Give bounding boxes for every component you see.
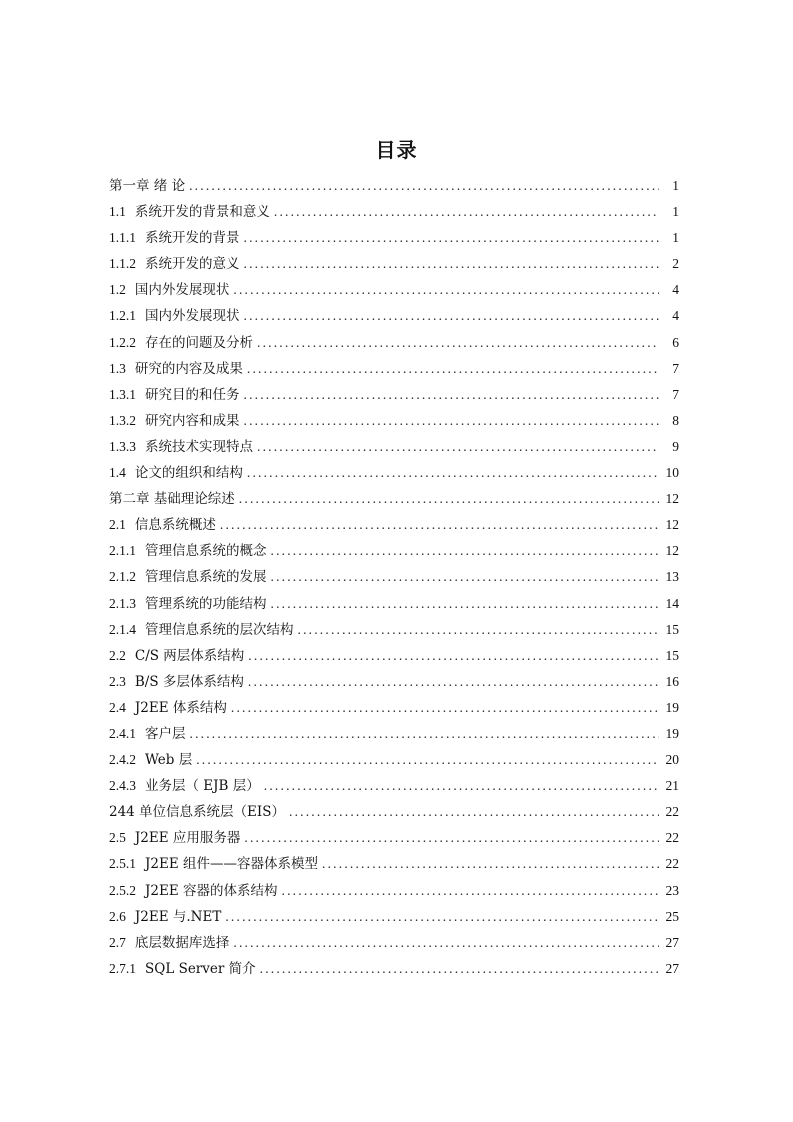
toc-dot-leader [282, 878, 659, 904]
toc-entry[interactable] [109, 643, 679, 669]
toc-entry-title: 研究的内容及成果 [134, 360, 243, 377]
toc-entry-number: 2.2 [109, 647, 126, 663]
toc-entry-title: 国内外发展现状 [134, 282, 230, 299]
toc-dot-leader [233, 930, 659, 956]
toc-entry-page: 4 [672, 282, 679, 298]
toc-entry-page: 10 [665, 465, 679, 481]
toc-entry[interactable] [109, 747, 679, 773]
toc-entry-title: 研究内容和成果 [145, 412, 240, 429]
toc-entry-number: 2.7 [109, 934, 126, 950]
toc-dot-leader [244, 825, 659, 851]
toc-dot-leader [239, 486, 659, 512]
toc-entry-page: 12 [665, 543, 679, 559]
toc-entry-number: 1.1.2 [109, 256, 136, 272]
toc-entry[interactable] [109, 512, 679, 538]
toc-entry-page: 16 [665, 673, 679, 689]
toc-entry-number: 2.6 [109, 908, 126, 924]
toc-entry-number: 2.5.2 [109, 882, 136, 898]
toc-entry-title: B/S 多层体系结构 [134, 673, 244, 690]
toc-entry-page: 27 [665, 960, 679, 976]
toc-entry-page: 1 [672, 230, 679, 246]
toc-entry-number: 2.1 [109, 517, 126, 533]
toc-entry[interactable] [109, 303, 679, 329]
toc-entry-page: 4 [672, 308, 679, 324]
toc-entry-number: 1.3 [109, 360, 126, 376]
toc-entry-page: 12 [665, 517, 679, 533]
toc-entry-number: 1.1 [109, 204, 126, 220]
toc-entry[interactable] [109, 695, 679, 721]
toc-entry[interactable] [109, 434, 679, 460]
toc-dot-leader [257, 434, 659, 460]
toc-entry[interactable] [109, 538, 679, 564]
toc-entry-title: J2EE 与.NET [134, 908, 222, 925]
toc-dot-leader [274, 199, 659, 225]
toc-dot-leader [248, 669, 659, 695]
toc-entry-title: 存在的问题及分析 [145, 334, 253, 351]
toc-dot-leader [190, 721, 660, 747]
toc-entry-page: 9 [672, 438, 679, 454]
toc-entry-page: 2 [672, 256, 679, 272]
toc-entry-page: 27 [665, 934, 679, 950]
toc-entry[interactable] [109, 408, 679, 434]
toc-dot-leader [264, 773, 659, 799]
toc-dot-leader [271, 564, 660, 590]
toc-entry[interactable] [109, 591, 679, 617]
toc-entry-page: 15 [665, 621, 679, 637]
toc-entry-page: 7 [672, 360, 679, 376]
toc-dot-leader [247, 460, 659, 486]
toc-entry-title: 系统开发的背景和意义 [134, 204, 270, 221]
toc-dot-leader [298, 617, 660, 643]
toc-list [109, 173, 679, 982]
toc-entry-number: 2.4.3 [109, 778, 136, 794]
toc-dot-leader [220, 512, 659, 538]
toc-entry-number: 1.2.2 [109, 334, 136, 350]
toc-entry-number: 2.5 [109, 830, 126, 846]
toc-entry-page: 6 [672, 334, 679, 350]
toc-entry-page: 19 [665, 725, 679, 741]
toc-dot-leader [196, 747, 659, 773]
toc-entry-title: 管理系统的功能结构 [145, 595, 267, 612]
toc-entry-title: J2EE 体系结构 [134, 699, 227, 716]
toc-entry-number: 2.5.1 [109, 856, 136, 872]
toc-entry[interactable] [109, 904, 679, 930]
toc-entry-page: 13 [665, 569, 679, 585]
toc-dot-leader [231, 695, 659, 721]
toc-entry[interactable] [109, 330, 679, 356]
toc-entry-page: 22 [665, 830, 679, 846]
toc-dot-leader [260, 956, 659, 982]
toc-dot-leader [247, 356, 659, 382]
toc-entry-number: 1.2.1 [109, 308, 136, 324]
toc-dot-leader [244, 382, 660, 408]
toc-entry-page: 1 [672, 178, 679, 193]
toc-entry-number: 1.2 [109, 282, 126, 298]
toc-entry-title: 管理信息系统的层次结构 [145, 621, 294, 638]
toc-entry-title: 信息系统概述 [134, 517, 216, 534]
toc-entry-page: 19 [665, 699, 679, 715]
toc-entry-number: 2.4.1 [109, 725, 136, 741]
toc-entry-page: 22 [665, 804, 679, 820]
toc-entry[interactable] [109, 799, 679, 825]
toc-entry-title: 系统开发的背景 [145, 230, 240, 247]
toc-entry-title: 业务层（ EJB 层） [145, 778, 260, 795]
toc-entry[interactable] [109, 669, 679, 695]
toc-entry-page: 1 [672, 204, 679, 220]
toc-entry-number: 2.1.3 [109, 595, 136, 611]
toc-entry-page: 20 [665, 752, 679, 768]
toc-entry[interactable] [109, 773, 679, 799]
toc-entry-number: 2.4.2 [109, 752, 136, 768]
toc-entry-number: 1.3.1 [109, 386, 136, 402]
toc-entry-number: 1.3.2 [109, 412, 136, 428]
toc-dot-leader [244, 251, 660, 277]
toc-entry-title: J2EE 组件——容器体系模型 [145, 856, 319, 873]
toc-dot-leader [225, 904, 659, 930]
toc-dot-leader [289, 799, 659, 825]
toc-entry-number: 1.4 [109, 465, 126, 481]
toc-dot-leader [244, 225, 660, 251]
toc-dot-leader [233, 277, 659, 303]
toc-entry[interactable] [109, 173, 679, 199]
toc-entry-title: C/S 两层体系结构 [134, 647, 245, 664]
toc-entry-number: 2.1.4 [109, 621, 136, 637]
toc-entry-page: 22 [665, 856, 679, 872]
toc-entry-title: 管理信息系统的发展 [145, 569, 267, 586]
toc-dot-leader [189, 173, 659, 199]
toc-entry-page: 25 [665, 908, 679, 924]
toc-entry-page: 7 [672, 386, 679, 402]
toc-dot-leader [244, 303, 660, 329]
toc-entry-title: Web 层 [145, 752, 193, 769]
toc-dot-leader [271, 591, 660, 617]
toc-entry[interactable] [109, 930, 679, 956]
toc-entry-title: SQL Server 简介 [145, 960, 256, 977]
toc-entry-title: 244 单位信息系统层（EIS） [109, 804, 285, 821]
toc-entry-title: 研究目的和任务 [145, 386, 240, 403]
toc-dot-leader [244, 408, 660, 434]
toc-entry-number: 1.1.1 [109, 230, 136, 246]
toc-title: 目录 [375, 138, 418, 162]
toc-entry[interactable] [109, 956, 679, 982]
toc-entry[interactable] [109, 825, 679, 851]
toc-entry[interactable] [109, 356, 679, 382]
toc-entry-title: J2EE 应用服务器 [134, 830, 241, 847]
toc-entry-number: 2.7.1 [109, 960, 136, 976]
toc-entry-title: 客户层 [145, 725, 186, 742]
toc-entry[interactable] [109, 460, 679, 486]
toc-entry-page: 14 [665, 595, 679, 611]
toc-dot-leader [271, 538, 660, 564]
toc-entry[interactable] [109, 251, 679, 277]
toc-entry-title: 管理信息系统的概念 [145, 543, 267, 560]
toc-entry[interactable] [109, 617, 679, 643]
toc-dot-leader [257, 330, 659, 356]
toc-entry-title: J2EE 容器的体系结构 [145, 882, 278, 899]
toc-dot-leader [248, 643, 659, 669]
toc-entry-title: 第二章 基础理论综述 [109, 491, 235, 508]
toc-entry[interactable] [109, 878, 679, 904]
toc-entry[interactable] [109, 225, 679, 251]
toc-entry-title: 论文的组织和结构 [134, 465, 243, 482]
toc-entry-title: 系统技术实现特点 [145, 438, 253, 455]
toc-entry-page: 21 [665, 778, 679, 794]
toc-entry-title: 系统开发的意义 [145, 256, 240, 273]
toc-entry[interactable] [109, 851, 679, 877]
toc-entry-page: 23 [665, 882, 679, 898]
toc-entry-title: 底层数据库选择 [134, 934, 230, 951]
toc-entry-number: 2.4 [109, 699, 126, 715]
toc-entry-number: 2.3 [109, 673, 126, 689]
toc-entry[interactable] [109, 382, 679, 408]
toc-entry-page: 12 [665, 491, 679, 507]
toc-entry[interactable] [109, 564, 679, 590]
toc-entry-title: 第一章 绪 论 [109, 178, 186, 194]
toc-entry-title: 国内外发展现状 [145, 308, 240, 325]
toc-entry[interactable] [109, 721, 679, 747]
toc-entry-number: 2.1.1 [109, 543, 136, 559]
toc-entry[interactable] [109, 277, 679, 303]
toc-entry-page: 15 [665, 647, 679, 663]
toc-entry-number: 2.1.2 [109, 569, 136, 585]
toc-entry[interactable] [109, 199, 679, 225]
toc-entry[interactable] [109, 486, 679, 512]
toc-entry-page: 8 [672, 412, 679, 428]
toc-entry-number: 1.3.3 [109, 438, 136, 454]
toc-dot-leader [322, 851, 659, 877]
